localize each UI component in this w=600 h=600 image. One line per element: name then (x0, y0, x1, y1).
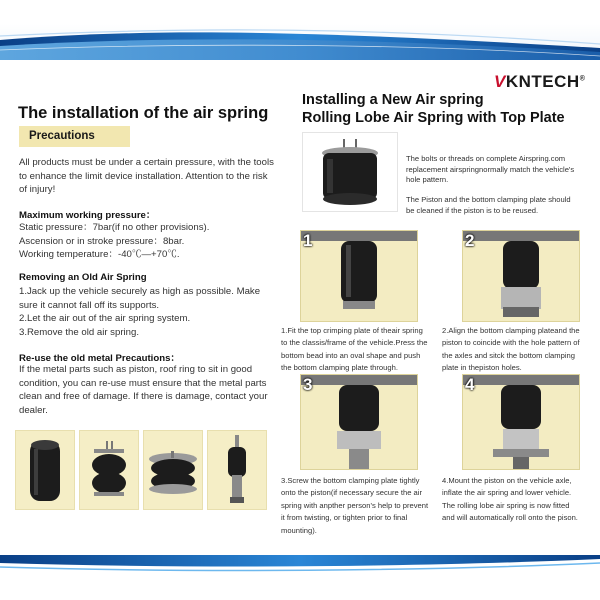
pressure-heading: Maximum working pressure： (19, 210, 156, 221)
removing-list: 1.Jack up the vehicle securely as high as possible. Make sure it cannot fall off its supports. 2.Let the air out of the air spring system. 3.Remove the old air spring. (19, 286, 261, 338)
product-gallery (15, 430, 270, 510)
footer-banner (0, 555, 600, 600)
step-3-caption: 3.Screw the bottom clamping plate tightly onto the piston(if necessary secure the air spring with anpther person's help to prevent it from twisting, or tighten prior to final mounting). (281, 476, 429, 535)
page-title: The installation of the air spring (18, 104, 269, 122)
step-4-image (462, 374, 580, 470)
step-3-number: 3 (303, 375, 313, 394)
step-4-number: 4 (465, 375, 475, 394)
piston-note: The Piston and the bottom clamping plate should be cleaned if the piston is to be reused. (406, 195, 571, 215)
step-1-number: 1 (303, 231, 313, 250)
step-1-caption: 1.Fit the top crimping plate of theair spring to the classis/frame of the vehicle.Press the bottom bead into an oval shape and push the bottom clamping plate through. (281, 326, 428, 373)
product-image-double-bellow (143, 430, 203, 510)
pressure-list: Static pressure：7bar(if no other provisions). Ascension or in stroke pressure：8bar. Working temperature：-40℃—+70℃. (19, 222, 210, 261)
reuse-text: If the metal parts such as piston, roof ring to sit in good condition, you can re-use must ensure that the metal parts clean and free of damage. If there is damage, contact your dealer. (19, 364, 268, 416)
reuse-heading: Re-use the old metal Precautions： (19, 353, 180, 364)
product-image-strut (207, 430, 267, 510)
step-4-caption: 4.Mount the piston on the vehicle axle, inflate the air spring and lower vehicle. The rolling lobe air spring is now fitted and will automatically roll onto the pison. (442, 476, 578, 523)
product-image-convoluted (79, 430, 139, 510)
step-1-image (300, 230, 418, 322)
new-air-spring-image (302, 132, 398, 212)
step-2-number: 2 (465, 231, 475, 250)
precautions-label: Precautions (19, 126, 130, 147)
bolt-note: The bolts or threads on complete Airspring.com replacement airspringnormally match the vehicle's hole pattern. (406, 154, 575, 185)
step-3-image (300, 374, 418, 470)
removing-heading: Removing an Old Air Spring (19, 272, 147, 283)
section-title-line1: Installing a New Air spring (302, 92, 484, 108)
product-image-sleeve (15, 430, 75, 510)
section-title-line2: Rolling Lobe Air Spring with Top Plate (302, 110, 565, 126)
step-2-caption: 2.Align the bottom clamping plateand the piston to coincide with the hole pattern of the axles and sitck the bottom clamping plate in thepiston holes. (442, 326, 580, 373)
brand-logo: VKNTECH® (494, 72, 586, 91)
step-2-image (462, 230, 580, 322)
header-banner (0, 0, 600, 60)
intro-text: All products must be under a certain pressure, with the tools to enhance the limit device installation. Attention to the risk of injury! (19, 157, 274, 196)
